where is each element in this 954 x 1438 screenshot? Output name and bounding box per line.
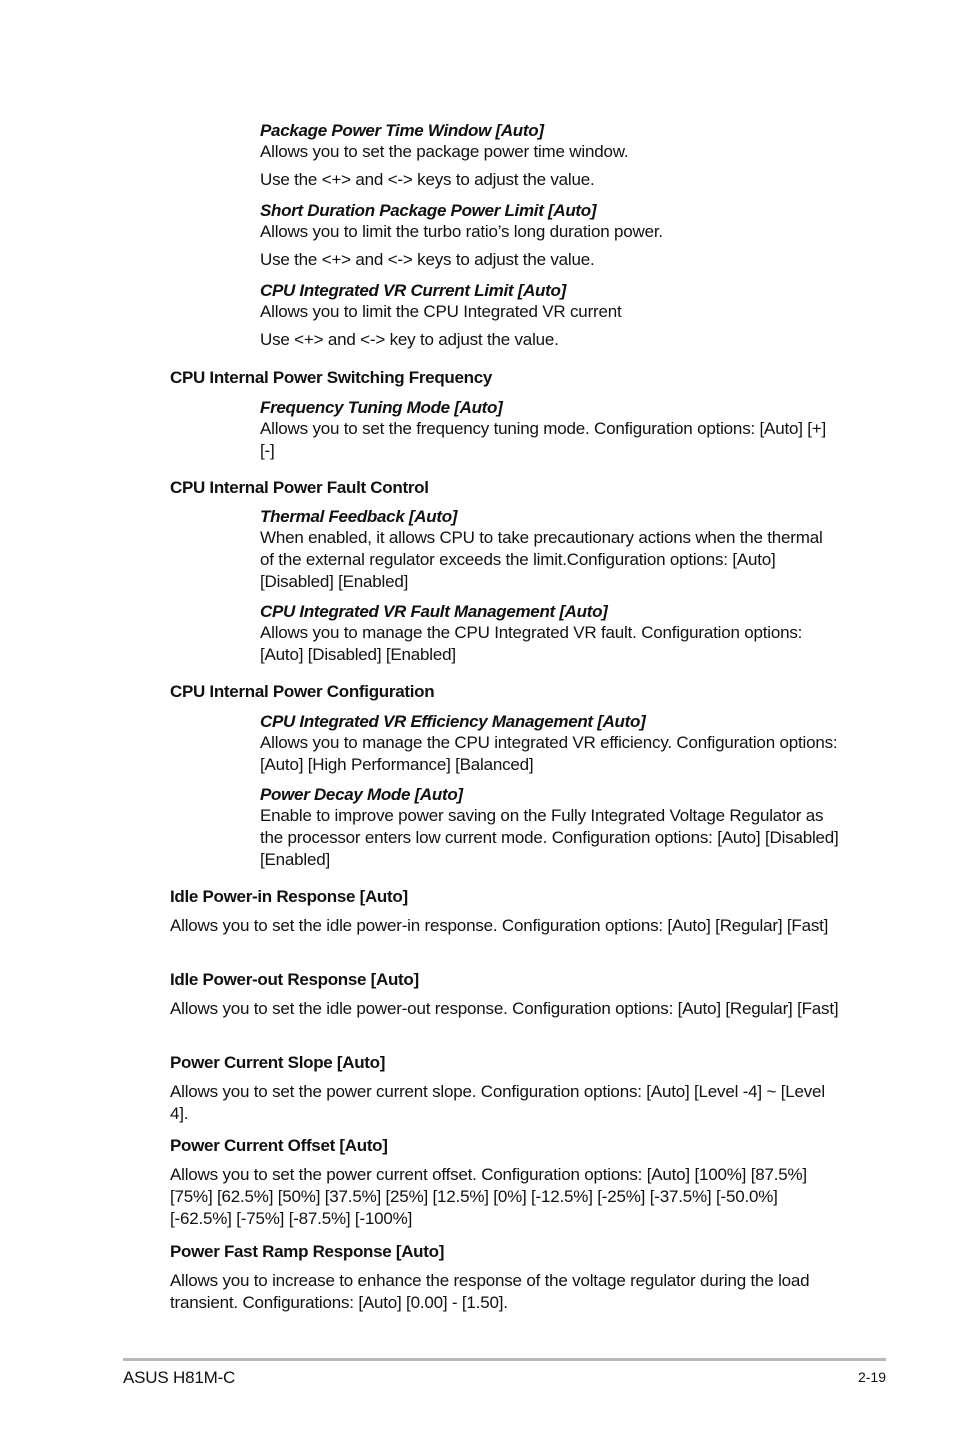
item-title: CPU Integrated VR Fault Management [Auto] [260, 602, 608, 621]
item-description: When enabled, it allows CPU to take precautionary actions when the thermal of the external regulator exceeds the limit.Configuration options: [Auto] [Disabled] [Enabled] [260, 528, 823, 591]
section-description: Allows you to set the power current offset. Configuration options: [Auto] [100%] [87.5%] [75%] [62.5%] [50%] [37.5%] [25%] [12.5%] [0%] [-12.5%] [-25%] [-37.5%] [-50.0%] [-62.5%] [-75%] [-87.5%] [-100%] [170, 1165, 807, 1228]
section-description: Allows you to set the idle power-out response. Configuration options: [Auto] [Regular] [Fast] [170, 999, 839, 1018]
item-description: Allows you to limit the turbo ratio’s long duration power. [260, 222, 663, 241]
item-description: Enable to improve power saving on the Fully Integrated Voltage Regulator as the processor enters low current mode. Configuration options: [Auto] [Disabled] [Enabled] [260, 806, 839, 869]
section-power-current-offset [170, 1135, 840, 1230]
section-description: Allows you to set the power current slope. Configuration options: [Auto] [Level -4] ~ [Level 4]. [170, 1082, 825, 1123]
section-description: Allows you to set the idle power-in response. Configuration options: [Auto] [Regular] [Fast] [170, 916, 829, 935]
item-description: Allows you to manage the CPU integrated VR efficiency. Configuration options: [Auto] [High Performance] [Balanced] [260, 733, 838, 774]
item-frequency-tuning-mode [260, 397, 840, 462]
section-description: Allows you to increase to enhance the response of the voltage regulator during the load transient. Configurations: [Auto] [0.00] - [1.50]. [170, 1271, 810, 1312]
section-fault-control [170, 477, 840, 498]
item-description: Allows you to limit the CPU Integrated VR current [260, 302, 622, 321]
section-title: Power Current Slope [Auto] [170, 1053, 386, 1072]
item-title: CPU Integrated VR Efficiency Management [Auto] [260, 712, 646, 731]
item-note: Use <+> and <-> key to adjust the value. [260, 330, 559, 349]
item-short-duration-package-power-limit [260, 200, 840, 271]
item-vr-efficiency-management [260, 711, 840, 776]
item-vr-current-limit [260, 280, 840, 351]
item-title: CPU Integrated VR Current Limit [Auto] [260, 281, 566, 300]
item-title: Package Power Time Window [Auto] [260, 121, 544, 140]
section-title: CPU Internal Power Switching Frequency [170, 368, 493, 387]
footer-page-number: 2-19 [857, 1369, 886, 1385]
item-description: Allows you to set the package power time window. [260, 142, 629, 161]
section-power-configuration [170, 681, 840, 702]
section-title: Power Current Offset [Auto] [170, 1136, 388, 1155]
item-title: Thermal Feedback [Auto] [260, 507, 458, 526]
section-switching-frequency [170, 367, 840, 388]
item-thermal-feedback [260, 506, 840, 593]
item-package-power-time-window [260, 120, 840, 191]
item-title: Short Duration Package Power Limit [Auto] [260, 201, 597, 220]
item-title: Frequency Tuning Mode [Auto] [260, 398, 503, 417]
section-power-fast-ramp [170, 1241, 840, 1314]
section-title: Idle Power-in Response [Auto] [170, 887, 408, 906]
section-idle-power-in [170, 886, 840, 937]
footer-divider [123, 1358, 886, 1361]
item-title: Power Decay Mode [Auto] [260, 785, 463, 804]
section-title: CPU Internal Power Fault Control [170, 478, 429, 497]
section-title: Idle Power-out Response [Auto] [170, 970, 419, 989]
section-title: CPU Internal Power Configuration [170, 682, 435, 701]
item-vr-fault-management [260, 601, 840, 666]
item-note: Use the <+> and <-> keys to adjust the value. [260, 250, 595, 269]
section-power-current-slope [170, 1052, 840, 1125]
item-note: Use the <+> and <-> keys to adjust the value. [260, 170, 595, 189]
item-description: Allows you to set the frequency tuning mode. Configuration options: [Auto] [+] [-] [260, 419, 827, 460]
item-description: Allows you to manage the CPU Integrated VR fault. Configuration options: [Auto] [Disabled] [Enabled] [260, 623, 803, 664]
footer-product-name: ASUS H81M-C [123, 1368, 236, 1387]
section-idle-power-out [170, 969, 840, 1020]
section-title: Power Fast Ramp Response [Auto] [170, 1242, 445, 1261]
item-power-decay-mode [260, 784, 840, 871]
